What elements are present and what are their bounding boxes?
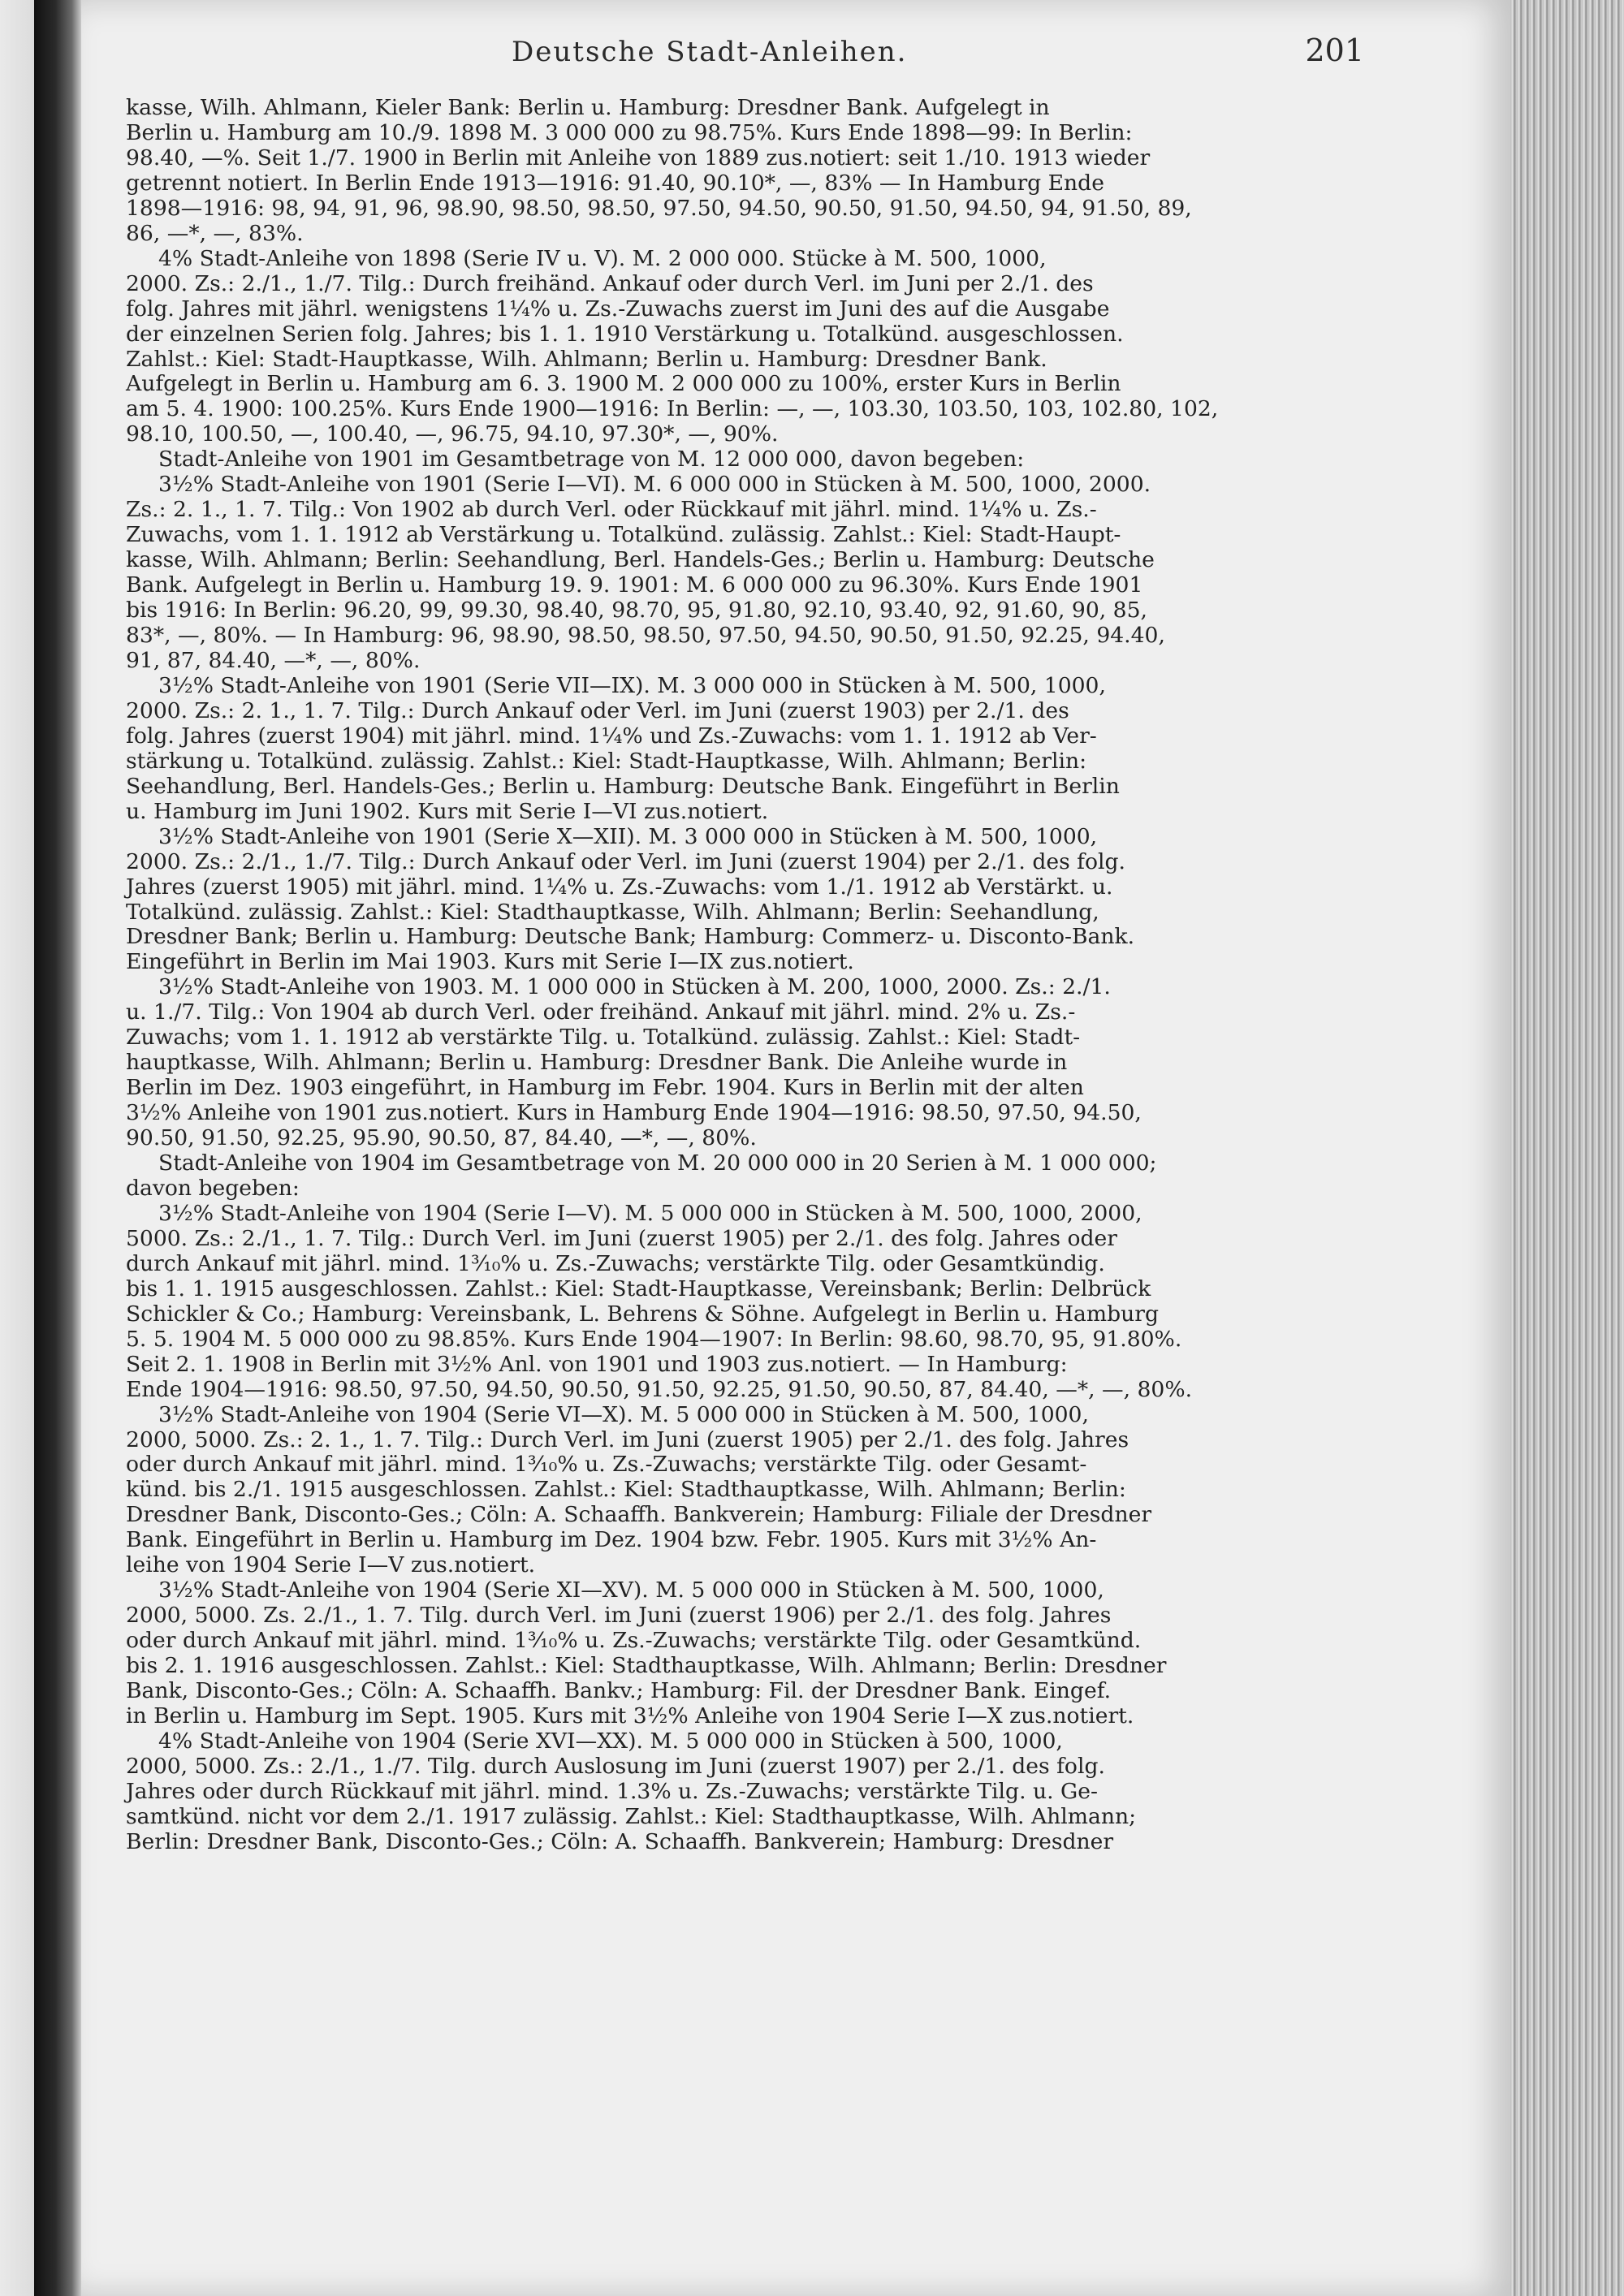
text-line: 3½% Stadt-Anleihe von 1904 (Serie XI—XV). M. 5 000 000 in Stücken à M. 500, 1000, [158, 1577, 1104, 1603]
text-line: 4% Stadt-Anleihe von 1904 (Serie XVI—XX). M. 5 000 000 in Stücken à 500, 1000, [158, 1728, 1063, 1754]
text-line: stärkung u. Totalkünd. zulässig. Zahlst.: Kiel: Stadt-Hauptkasse, Wilh. Ahlmann; Berlin: [126, 748, 1087, 774]
text-line: kasse, Wilh. Ahlmann; Berlin: Seehandlung, Berl. Handels-Ges.; Berlin u. Hamburg: Deutsche [126, 547, 1155, 573]
text-line: Schickler & Co.; Hamburg: Vereinsbank, L. Behrens & Söhne. Aufgelegt in Berlin u. Hamburg [126, 1301, 1159, 1327]
text-line: bis 1. 1. 1915 ausgeschlossen. Zahlst.: Kiel: Stadt-Hauptkasse, Vereinsbank; Berlin: Delbrück [126, 1275, 1151, 1301]
text-line: 2000, 5000. Zs.: 2./1., 1./7. Tilg. durch Auslosung im Juni (zuerst 1907) per 2./1. des folg. [126, 1753, 1105, 1779]
text-line: künd. bis 2./1. 1915 ausgeschlossen. Zahlst.: Kiel: Stadthauptkasse, Wilh. Ahlmann; Berlin: [126, 1477, 1126, 1503]
text-line: Berlin: Dresdner Bank, Disconto-Ges.; Cöln: A. Schaaffh. Bankverein; Hamburg: Dresdner [126, 1828, 1114, 1854]
text-line: 90.50, 91.50, 92.25, 95.90, 90.50, 87, 84.40, —*, —, 80%. [126, 1125, 757, 1151]
text-line: folg. Jahres mit jährl. wenigstens 1¼% u. Zs.-Zuwachs zuerst im Juni des auf die Ausgabe [126, 296, 1110, 322]
text-line: bis 1916: In Berlin: 96.20, 99, 99.30, 98.40, 98.70, 95, 91.80, 92.10, 93.40, 92, 91.60, 90, 85, [126, 598, 1147, 624]
text-line: in Berlin u. Hamburg im Sept. 1905. Kurs mit 3½% Anleihe von 1904 Serie I—X zus.notiert. [126, 1703, 1134, 1728]
text-line: Aufgelegt in Berlin u. Hamburg am 6. 3. 1900 M. 2 000 000 zu 100%, erster Kurs in Berlin [126, 371, 1121, 397]
facing-page-edge [0, 0, 36, 2296]
text-line: 2000, 5000. Zs. 2./1., 1. 7. Tilg. durch Verl. im Juni (zuerst 1906) per 2./1. des folg. Jahres [126, 1603, 1112, 1629]
text-line: oder durch Ankauf mit jährl. mind. 1³⁄₁₀% u. Zs.-Zuwachs; verstärkte Tilg. oder Gesamt- [126, 1452, 1087, 1478]
text-line: Bank. Eingeführt in Berlin u. Hamburg im Dez. 1904 bzw. Febr. 1905. Kurs mit 3½% An- [126, 1527, 1097, 1553]
text-line: 2000. Zs.: 2. 1., 1. 7. Tilg.: Durch Ankauf oder Verl. im Juni (zuerst 1903) per 2./1. des [126, 697, 1069, 723]
text-line: 5. 5. 1904 M. 5 000 000 zu 98.85%. Kurs Ende 1904—1907: In Berlin: 98.60, 98.70, 95, 91.80%. [126, 1326, 1182, 1352]
text-line: hauptkasse, Wilh. Ahlmann; Berlin u. Hamburg: Dresdner Bank. Die Anleihe wurde in [126, 1050, 1068, 1076]
text-line: Ende 1904—1916: 98.50, 97.50, 94.50, 90.50, 91.50, 92.25, 91.50, 90.50, 87, 84.40, —*, —, 80%. [126, 1376, 1193, 1402]
text-line: Stadt-Anleihe von 1901 im Gesamtbetrage von M. 12 000 000, davon begeben: [158, 447, 1025, 473]
body-text [126, 96, 1368, 1855]
text-line: Seehandlung, Berl. Handels-Ges.; Berlin u. Hamburg: Deutsche Bank. Eingeführt in Berlin [126, 773, 1120, 799]
text-line: 83*, —, 80%. — In Hamburg: 96, 98.90, 98.50, 98.50, 97.50, 94.50, 90.50, 91.50, 92.25, 94.40, [126, 623, 1165, 649]
text-line: 3½% Stadt-Anleihe von 1903. M. 1 000 000 in Stücken à M. 200, 1000, 2000. Zs.: 2./1. [158, 974, 1111, 1000]
text-line: Jahres oder durch Rückkauf mit jährl. mind. 1.3% u. Zs.-Zuwachs; verstärkte Tilg. u. Ge- [126, 1778, 1098, 1804]
text-line: Bank. Aufgelegt in Berlin u. Hamburg 19. 9. 1901: M. 6 000 000 zu 96.30%. Kurs Ende 1901 [126, 572, 1143, 598]
text-line: am 5. 4. 1900: 100.25%. Kurs Ende 1900—1916: In Berlin: —, —, 103.30, 103.50, 103, 102.80, 102, [126, 396, 1219, 422]
text-line: 3½% Stadt-Anleihe von 1901 (Serie VII—IX). M. 3 000 000 in Stücken à M. 500, 1000, [158, 672, 1106, 698]
text-line: 5000. Zs.: 2./1., 1. 7. Tilg.: Durch Verl. im Juni (zuerst 1905) per 2./1. des folg. Jahres oder [126, 1225, 1117, 1251]
page-header [81, 32, 1364, 68]
text-line: 3½% Anleihe von 1901 zus.notiert. Kurs in Hamburg Ende 1904—1916: 98.50, 97.50, 94.50, [126, 1100, 1142, 1126]
text-line: bis 2. 1. 1916 ausgeschlossen. Zahlst.: Kiel: Stadthauptkasse, Wilh. Ahlmann; Berlin: Dresdner [126, 1653, 1167, 1679]
text-line: u. 1./7. Tilg.: Von 1904 ab durch Verl. oder freihänd. Ankauf mit jährl. mind. 2% u. Zs.- [126, 999, 1076, 1025]
text-line: kasse, Wilh. Ahlmann, Kieler Bank: Berlin u. Hamburg: Dresdner Bank. Aufgelegt in [126, 95, 1050, 120]
text-line: Dresdner Bank, Disconto-Ges.; Cöln: A. Schaaffh. Bankverein; Hamburg: Filiale der Dresdner [126, 1502, 1152, 1528]
text-line: Totalkünd. zulässig. Zahlst.: Kiel: Stadthauptkasse, Wilh. Ahlmann; Berlin: Seehandlung, [126, 899, 1099, 925]
text-line: 2000. Zs.: 2./1., 1./7. Tilg.: Durch freihänd. Ankauf oder durch Verl. im Juni per 2./1. des [126, 270, 1094, 296]
text-line: durch Ankauf mit jährl. mind. 1³⁄₁₀% u. Zs.-Zuwachs; verstärkte Tilg. oder Gesamtkündig. [126, 1250, 1105, 1276]
text-line: Zahlst.: Kiel: Stadt-Hauptkasse, Wilh. Ahlmann; Berlin u. Hamburg: Dresdner Bank. [126, 346, 1047, 372]
text-line: 2000. Zs.: 2./1., 1./7. Tilg.: Durch Ankauf oder Verl. im Juni (zuerst 1904) per 2./1. des folg. [126, 848, 1126, 874]
text-line: Zuwachs; vom 1. 1. 1912 ab verstärkte Tilg. u. Totalkünd. zulässig. Zahlst.: Kiel: Stadt- [126, 1025, 1081, 1051]
text-line: oder durch Ankauf mit jährl. mind. 1³⁄₁₀% u. Zs.-Zuwachs; verstärkte Tilg. oder Gesamtkünd. [126, 1628, 1142, 1654]
text-line: Bank, Disconto-Ges.; Cöln: A. Schaaffh. Bankv.; Hamburg: Fil. der Dresdner Bank. Eingef. [126, 1678, 1112, 1704]
text-line: u. Hamburg im Juni 1902. Kurs mit Serie I—VI zus.notiert. [126, 798, 769, 824]
text-line: leihe von 1904 Serie I—V zus.notiert. [126, 1552, 536, 1578]
text-line: 3½% Stadt-Anleihe von 1901 (Serie X—XII). M. 3 000 000 in Stücken à M. 500, 1000, [158, 823, 1098, 849]
page-number: 201 [1305, 32, 1364, 68]
page-stack-edges [1510, 0, 1624, 2296]
text-line: Zs.: 2. 1., 1. 7. Tilg.: Von 1902 ab durch Verl. oder Rückkauf mit jährl. mind. 1¼% u. Zs.- [126, 497, 1097, 523]
text-line: 3½% Stadt-Anleihe von 1901 (Serie I—VI). M. 6 000 000 in Stücken à M. 500, 1000, 2000. [158, 472, 1151, 498]
book-gutter [34, 0, 81, 2296]
text-line: 86, —*, —, 83%. [126, 220, 304, 246]
text-line: Dresdner Bank; Berlin u. Hamburg: Deutsche Bank; Hamburg: Commerz- u. Disconto-Bank. [126, 924, 1135, 950]
text-line: Zuwachs, vom 1. 1. 1912 ab Verstärkung u. Totalkünd. zulässig. Zahlst.: Kiel: Stadt-Haupt- [126, 522, 1121, 548]
running-title: Deutsche Stadt-Anleihen. [512, 36, 908, 68]
text-line: 98.10, 100.50, —, 100.40, —, 96.75, 94.10, 97.30*, —, 90%. [126, 421, 779, 447]
text-line: folg. Jahres (zuerst 1904) mit jährl. mind. 1¼% und Zs.-Zuwachs: vom 1. 1. 1912 ab Ver- [126, 723, 1097, 749]
text-line: Stadt-Anleihe von 1904 im Gesamtbetrage von M. 20 000 000 in 20 Serien à M. 1 000 000; [158, 1150, 1157, 1176]
text-line: Berlin u. Hamburg am 10./9. 1898 M. 3 000 000 zu 98.75%. Kurs Ende 1898—99: In Berlin: [126, 119, 1133, 145]
text-line: Eingeführt in Berlin im Mai 1903. Kurs mit Serie I—IX zus.notiert. [126, 949, 854, 975]
text-line: Seit 2. 1. 1908 in Berlin mit 3½% Anl. von 1901 und 1903 zus.notiert. — In Hamburg: [126, 1351, 1068, 1377]
text-line: Berlin im Dez. 1903 eingeführt, in Hamburg im Febr. 1904. Kurs in Berlin mit der alten [126, 1075, 1084, 1101]
text-line: Jahres (zuerst 1905) mit jährl. mind. 1¼% u. Zs.-Zuwachs: vom 1./1. 1912 ab Verstärkt. u. [126, 874, 1113, 900]
text-line: 3½% Stadt-Anleihe von 1904 (Serie VI—X). M. 5 000 000 in Stücken à M. 500, 1000, [158, 1401, 1089, 1427]
text-line: davon begeben: [126, 1175, 300, 1201]
text-line: 1898—1916: 98, 94, 91, 96, 98.90, 98.50, 98.50, 97.50, 94.50, 90.50, 91.50, 94.50, 94, 91.50, 89, [126, 195, 1192, 221]
text-line: 91, 87, 84.40, —*, —, 80%. [126, 647, 421, 673]
text-line: 98.40, —%. Seit 1./7. 1900 in Berlin mit Anleihe von 1889 zus.notiert: seit 1./10. 1913 wieder [126, 145, 1151, 170]
text-line: 4% Stadt-Anleihe von 1898 (Serie IV u. V). M. 2 000 000. Stücke à M. 500, 1000, [158, 245, 1047, 271]
text-line: 3½% Stadt-Anleihe von 1904 (Serie I—V). M. 5 000 000 in Stücken à M. 500, 1000, 2000, [158, 1200, 1142, 1226]
text-line: samtkünd. nicht vor dem 2./1. 1917 zulässig. Zahlst.: Kiel: Stadthauptkasse, Wilh. Ahlmann; [126, 1803, 1137, 1829]
text-line: getrennt notiert. In Berlin Ende 1913—1916: 91.40, 90.10*, —, 83% — In Hamburg Ende [126, 170, 1104, 196]
text-line: der einzelnen Serien folg. Jahres; bis 1. 1. 1910 Verstärkung u. Totalkünd. ausgeschlossen. [126, 321, 1124, 347]
text-line: 2000, 5000. Zs.: 2. 1., 1. 7. Tilg.: Durch Verl. im Juni (zuerst 1905) per 2./1. des folg. Jahres [126, 1426, 1129, 1452]
